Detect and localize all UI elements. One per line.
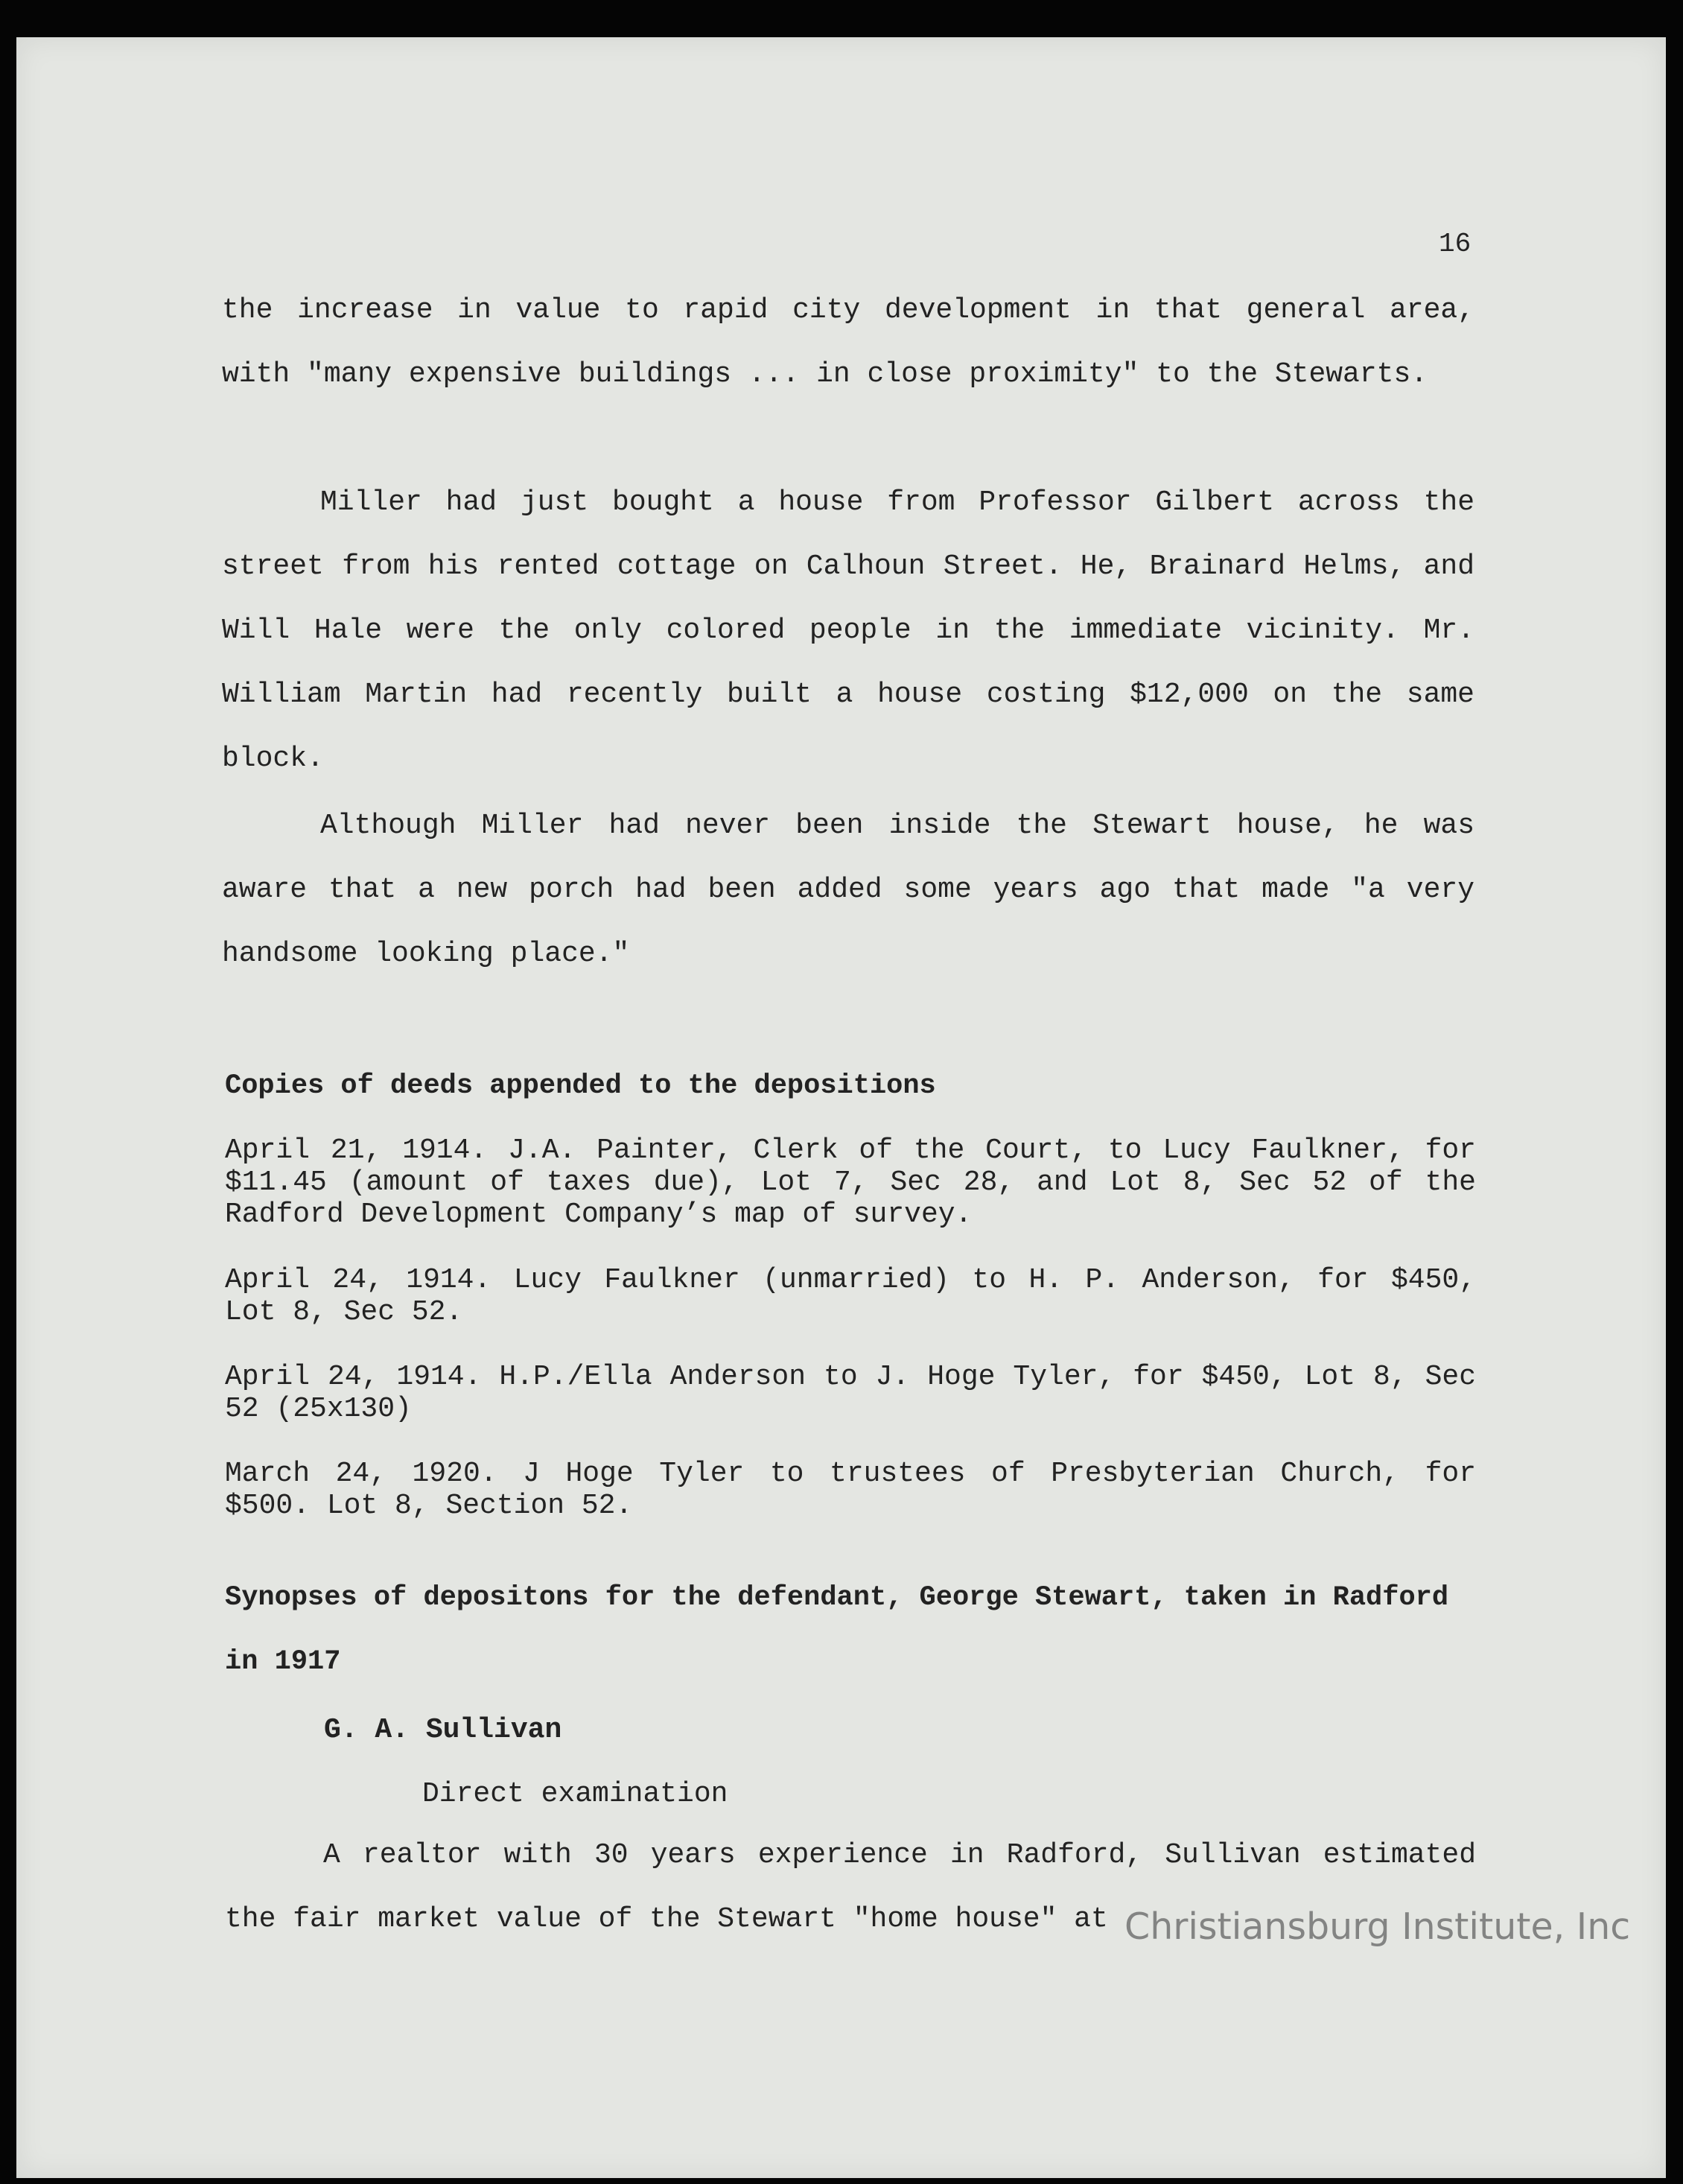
deed-entry: April 24, 1914. H.P./Ella Anderson to J. Hoge Tyler, for $450, Lot 8, Sec 52 (25x130) [225, 1361, 1476, 1425]
watermark: Christiansburg Institute, Inc [1124, 1905, 1631, 1948]
paragraph-sullivan: A realtor with 30 years experience in Radford, Sullivan estimated the fair market value of the Stewart "home house" at [225, 1839, 1476, 1935]
paragraph-miller-house: Miller had just bought a house from Professor Gilbert across the street from his rented cottage on Calhoun Street. He, Brainard Helms, and Will Hale were the only colored people in the immediate vicinity. Mr. William Martin had recently built a house costing $12,000 on the same block. [222, 486, 1474, 775]
deed-entry: March 24, 1920. J Hoge Tyler to trustees of Presbyterian Church, for $500. Lot 8, Section 52. [225, 1458, 1476, 1522]
paragraph-stewart-porch: Although Miller had never been inside the Stewart house, he was aware that a new porch had been added some years ago that made "a very handsome looking place." [222, 810, 1474, 970]
deed-entry: April 21, 1914. J.A. Painter, Clerk of the Court, to Lucy Faulkner, for $11.45 (amount of taxes due), Lot 7, Sec 28, and Lot 8, Sec 52 of the Radford Development Company’s map of survey. [225, 1134, 1476, 1231]
witness-name: G. A. Sullivan [324, 1714, 562, 1746]
deed-entry: April 24, 1914. Lucy Faulkner (unmarried) to H. P. Anderson, for $450, Lot 8, Sec 52. [225, 1264, 1476, 1328]
page-number: 16 [1439, 229, 1472, 259]
examination-label: Direct examination [422, 1778, 728, 1810]
deeds-heading: Copies of deeds appended to the depositions [225, 1070, 936, 1102]
paragraph-continued: the increase in value to rapid city development in that general area, with "many expensive buildings ... in close proximity" to the Stewarts. [222, 294, 1474, 390]
synopses-heading: Synopses of depositons for the defendant, George Stewart, taken in Radford in 1917 [225, 1582, 1449, 1677]
